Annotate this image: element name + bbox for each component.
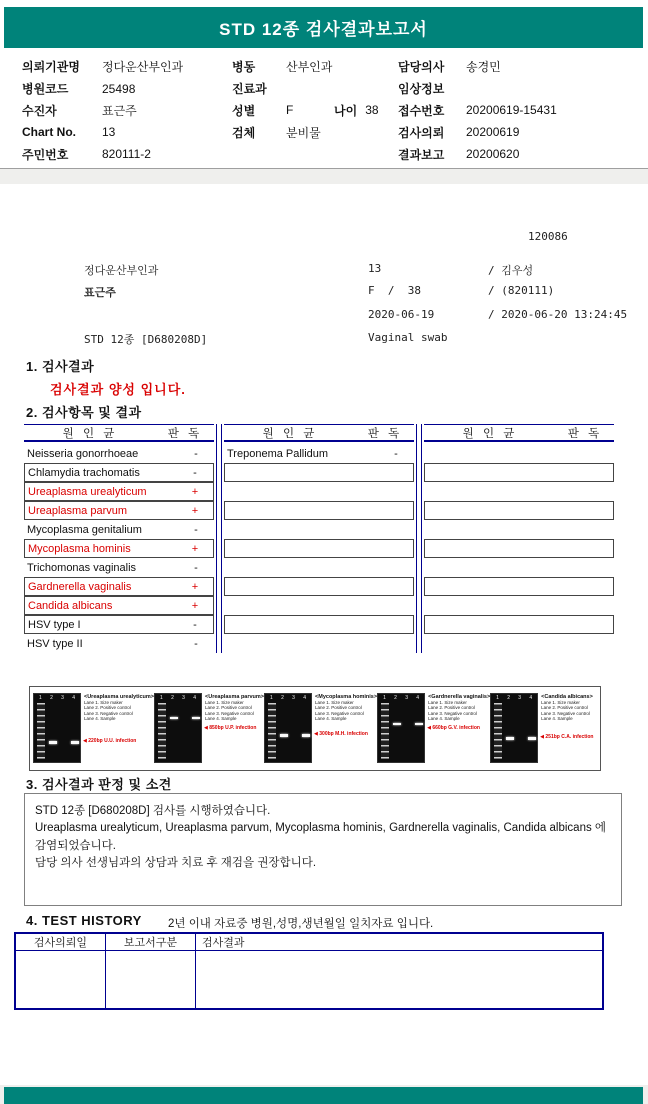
band-label-text: 660bp G.V. infection [432, 725, 480, 731]
pathogen-row [224, 444, 414, 463]
band-arrow-icon: ◀ [83, 738, 89, 744]
gel-band [280, 734, 288, 737]
patient-name: 표근주 [84, 286, 116, 299]
pathogen-row [24, 558, 214, 577]
result-column-header: 판 독 [567, 427, 603, 440]
info-value: 표근주 [102, 103, 137, 118]
gel-panel [33, 693, 154, 766]
pathogen-column-header: 원 인 균 [462, 427, 518, 440]
info-label: 담당의사 [398, 60, 445, 75]
gel-lane-label: Lane 4. Sample [84, 716, 116, 722]
request-date: 2020-06-19 [368, 308, 435, 321]
pathogen-name: Mycoplasma hominis [28, 542, 131, 555]
gel-lane-label: Lane 1. Size maker [428, 700, 467, 705]
pathogen-row [24, 615, 214, 634]
lane-number: 2 [394, 695, 397, 701]
gel-lane-label: Lane 2. Positive control [205, 705, 252, 711]
history-header-cell: 검사결과 [202, 937, 245, 949]
gel-lane-label: Lane 3. Negative control [428, 710, 477, 716]
comment-line: Ureaplasma urealyticum, Ureaplasma parvum, Mycoplasma hominis, Gardnerella vaginalis, Candida albicans 에 감염되었습니다. [35, 822, 607, 852]
gel-lane-label: Lane 1. Size maker [205, 700, 244, 705]
gel-panel [490, 693, 597, 766]
results-table [24, 424, 614, 653]
gel-lane-label: Lane 3. Negative control [541, 710, 590, 716]
history-body-cell [16, 951, 106, 1008]
info-row [398, 100, 638, 122]
gel-lane-numbers [267, 695, 309, 701]
info-row [232, 121, 398, 143]
pathogen-row [224, 596, 414, 615]
gel-title: <Mycoplasma hominis> [315, 694, 378, 700]
info-label: 병원코드 [22, 82, 69, 97]
gel-lane-label: Lane 2. Positive control [541, 705, 588, 711]
lane-number: 3 [518, 695, 522, 701]
sex-age: F / 38 [368, 284, 421, 297]
table-separator [416, 424, 422, 653]
pathogen-row [224, 501, 414, 520]
gel-lane-label: Lane 3. Negative control [205, 710, 254, 716]
gel-image [154, 693, 202, 763]
patient-info-panel [22, 56, 638, 165]
gel-band-label [314, 731, 368, 737]
gel-lane-numbers [157, 695, 199, 701]
gel-title: <Ureaplasma urealyticum> [84, 694, 155, 700]
gel-text [81, 693, 154, 766]
section1-title: 1. 검사결과 [26, 359, 95, 374]
gel-ladder-lane [37, 703, 45, 759]
history-header-cell: 보고서구분 [106, 934, 196, 950]
result-column-header: 판 독 [367, 427, 403, 440]
lane-number: 1 [160, 695, 163, 701]
lane-number: 3 [405, 695, 408, 701]
gel-band [192, 717, 200, 720]
history-note: 2년 이내 자료중 병원,성명,생년월일 일치자료 입니다. [168, 918, 434, 930]
pathogen-name: Trichomonas vaginalis [27, 561, 137, 574]
gel-band [506, 737, 514, 740]
info-label: 접수번호 [398, 103, 445, 118]
lane-number: 3 [182, 695, 185, 701]
info-value: 분비물 [286, 125, 321, 140]
info-value: 산부인과 [286, 60, 333, 75]
pathogen-row [24, 463, 214, 482]
gel-ladder-lane [381, 703, 389, 759]
info-value: 송경민 [466, 60, 501, 75]
info-value: 정다운산부인과 [102, 60, 184, 75]
info-label: 검사의뢰 [398, 125, 445, 140]
gel-lane-label: Lane 2. Positive control [315, 705, 362, 711]
info-row [398, 78, 638, 100]
history-body-row [16, 951, 602, 1008]
lane-number: 3 [292, 695, 295, 701]
info-value: 38 [365, 103, 379, 118]
pathogen-result: - [193, 466, 197, 479]
gel-lane-label: Lane 2. Positive control [428, 705, 475, 711]
pathogen-name: Gardnerella vaginalis [28, 580, 132, 593]
pathogen-name: Ureaplasma parvum [28, 504, 128, 517]
info-row [398, 143, 638, 165]
pathogen-result: - [194, 561, 198, 574]
info-value: 20200619 [466, 125, 520, 140]
gel-panel [264, 693, 377, 766]
band-label-text: 300bp M.H. infection [319, 731, 368, 738]
gel-lane-label: Lane 1. Size maker [315, 700, 354, 705]
pathogen-row [224, 520, 414, 539]
pathogen-result: - [193, 618, 197, 631]
pathogen-result: + [191, 542, 199, 555]
pathogen-result: + [191, 580, 199, 593]
section4-title: 4. TEST HISTORY [26, 913, 142, 928]
lane-number: 2 [507, 695, 510, 701]
info-row [22, 56, 232, 78]
section-divider [0, 168, 648, 169]
pathogen-row [424, 539, 614, 558]
gel-band-label [83, 738, 136, 744]
lane-number: 2 [171, 695, 174, 701]
results-group [24, 424, 214, 653]
gel-image [33, 693, 81, 763]
comment-box [24, 793, 622, 906]
history-body-cell [196, 951, 602, 1008]
comment-line: STD 12종 [D680208D] 검사를 시행하였습니다. [35, 805, 271, 817]
comment-line: 담당 의사 선생님과의 상담과 치료 후 재검을 권장합니다. [35, 856, 317, 869]
band-arrow-icon: ◀ [540, 734, 546, 741]
history-table [14, 932, 604, 1010]
info-label: 임상정보 [398, 82, 445, 97]
pathogen-row [224, 634, 414, 653]
results-header [24, 424, 214, 442]
pathogen-row [24, 520, 214, 539]
band-label-text: 220bp U.U. infection [88, 738, 137, 744]
results-group [224, 424, 414, 653]
band-label-text: 251bp C.A. infection [545, 734, 594, 741]
gel-lane-label: Lane 4. Sample [205, 716, 237, 722]
gel-band [393, 723, 401, 726]
gel-band [71, 741, 79, 744]
gel-lane-label: Lane 1. Size maker [541, 700, 580, 705]
history-body-cell [106, 951, 196, 1008]
history-header-row [16, 934, 602, 951]
gel-band [302, 734, 310, 737]
document-number: 120086 [528, 230, 568, 243]
band-arrow-icon: ◀ [204, 725, 210, 731]
gel-band [528, 737, 536, 740]
gel-lane-label: Lane 1. Size maker [84, 700, 123, 705]
lane-number: 1 [383, 695, 386, 701]
history-header-cell: 검사의뢰일 [16, 934, 106, 950]
lane-number: 1 [270, 695, 273, 701]
gel-lane-numbers [380, 695, 422, 701]
info-label: 결과보고 [398, 147, 445, 162]
lane-number: 2 [50, 695, 53, 701]
overall-result: 검사결과 양성 입니다. [50, 382, 186, 397]
pathogen-column-header: 원 인 균 [62, 427, 118, 440]
pathogen-name: HSV type I [28, 618, 81, 631]
info-label: 나이 [334, 103, 358, 118]
pathogen-result: + [191, 599, 199, 612]
lane-number: 4 [416, 695, 420, 701]
pathogen-row [424, 463, 614, 482]
info-label: 수진자 [22, 103, 57, 118]
pathogen-row [24, 634, 214, 653]
gel-image [264, 693, 312, 763]
pathogen-row [224, 463, 414, 482]
pathogen-row [424, 596, 614, 615]
info-value: 820111-2 [102, 147, 151, 162]
gel-lane-label: Lane 4. Sample [541, 716, 573, 722]
gel-band [49, 741, 57, 744]
pathogen-name: HSV type II [27, 637, 83, 650]
pathogen-row [24, 596, 214, 615]
gel-lane-label: Lane 3. Negative control [315, 710, 364, 716]
section2-title: 2. 검사항목 및 결과 [26, 405, 142, 420]
gel-band-label [427, 725, 480, 731]
info-row [22, 121, 232, 143]
pathogen-result: - [394, 447, 398, 460]
info-label: Chart No. [22, 125, 76, 140]
pathogen-row [24, 539, 214, 558]
lane-number: 2 [281, 695, 284, 701]
info-value: 25498 [102, 81, 136, 96]
lane-number: 4 [193, 695, 196, 701]
gel-title: <Candida albicans> [541, 694, 593, 700]
info-label: 검체 [232, 125, 256, 140]
info-row [398, 121, 638, 143]
info-value: F [286, 103, 294, 118]
gel-lane-label: Lane 4. Sample [315, 716, 347, 722]
results-header [424, 424, 614, 442]
band-arrow-icon: ◀ [314, 731, 320, 738]
pathogen-row [424, 577, 614, 596]
pathogen-row [24, 444, 214, 463]
info-row [232, 100, 398, 122]
table-separator [216, 424, 222, 653]
gel-band-label [204, 725, 256, 731]
pathogen-row [424, 482, 614, 501]
pathogen-result: - [194, 447, 198, 460]
pathogen-name: Neisseria gonorrhoeae [27, 447, 139, 460]
pathogen-result: - [194, 637, 198, 650]
test-name: STD 12종 [D680208D] [84, 333, 208, 346]
gel-strip [29, 686, 601, 771]
gel-lane-numbers [493, 695, 535, 701]
specimen-type: Vaginal swab [368, 331, 448, 344]
result-column-header: 판 독 [167, 427, 203, 440]
info-column-2 [232, 56, 398, 165]
info-column-1 [22, 56, 232, 165]
gel-image [490, 693, 538, 763]
pathogen-result: + [191, 504, 199, 517]
info-row [22, 143, 232, 165]
results-header [224, 424, 414, 442]
info-value: 20200620 [466, 147, 520, 162]
lane-number: 4 [529, 695, 533, 701]
lane-number: 1 [39, 695, 42, 701]
pathogen-row [424, 615, 614, 634]
pathogen-row [424, 634, 614, 653]
section3-title: 3. 검사결과 판정 및 소견 [26, 777, 172, 792]
pathogen-row [24, 577, 214, 596]
gel-ladder-lane [158, 703, 166, 759]
results-group [424, 424, 614, 653]
pathogen-name: Mycoplasma genitalium [27, 523, 142, 536]
gel-ladder-lane [494, 703, 502, 759]
info-value: 20200619-15431 [466, 103, 557, 118]
pathogen-result: + [191, 485, 199, 498]
gel-lane-numbers [36, 695, 78, 701]
attending-doctor: / 김우성 [488, 264, 534, 277]
gel-title: <Gardnerella vaginalis> [428, 694, 491, 700]
lane-number: 3 [61, 695, 64, 701]
report-title: STD 12종 검사결과보고서 [219, 20, 428, 39]
pathogen-row [24, 482, 214, 501]
gel-lane-label: Lane 3. Negative control [84, 710, 133, 716]
pathogen-row [224, 615, 414, 634]
info-column-3 [398, 56, 638, 165]
gel-band-label [540, 734, 593, 740]
pathogen-row [224, 539, 414, 558]
bottom-bar [4, 1087, 643, 1104]
resident-number: / (820111) [488, 284, 555, 297]
info-label: 의뢰기관명 [22, 60, 80, 75]
band-label-text: 850bp U.P. infection [209, 725, 257, 731]
pathogen-name: Candida albicans [28, 599, 113, 612]
info-value: 13 [102, 125, 116, 140]
info-row [398, 56, 638, 78]
pathogen-name: Ureaplasma urealyticum [28, 485, 147, 498]
info-row [232, 78, 398, 100]
info-label: 주민번호 [22, 147, 69, 162]
gel-lane-label: Lane 2. Positive control [84, 705, 131, 711]
pathogen-row [24, 501, 214, 520]
gel-text [538, 693, 597, 766]
chart-number: 13 [368, 262, 382, 275]
gel-panel [154, 693, 264, 766]
gel-image [377, 693, 425, 763]
info-label: 진료과 [232, 82, 267, 97]
pathogen-row [424, 520, 614, 539]
gel-band [415, 723, 423, 726]
pathogen-column-header: 원 인 균 [262, 427, 318, 440]
gel-text [312, 693, 377, 766]
lane-number: 1 [496, 695, 499, 701]
gel-band [170, 717, 178, 720]
lane-number: 4 [303, 695, 306, 701]
info-label: 성별 [232, 103, 256, 118]
report-datetime: / 2020-06-20 13:24:45 [488, 308, 628, 321]
pathogen-row [224, 577, 414, 596]
pathogen-row [424, 444, 614, 463]
gel-title: <Ureaplasma parvum> [205, 694, 265, 700]
report-page [0, 184, 648, 1085]
pathogen-result: - [194, 523, 198, 536]
info-label: 병동 [232, 60, 256, 75]
gel-panel [377, 693, 490, 766]
gel-lane-label: Lane 4. Sample [428, 716, 460, 722]
pathogen-row [424, 558, 614, 577]
pathogen-row [424, 501, 614, 520]
info-row [22, 100, 232, 122]
hospital-name: 정다운산부인과 [84, 264, 159, 277]
report-title-bar [4, 7, 643, 48]
pathogen-name: Chlamydia trachomatis [28, 466, 140, 479]
info-row [22, 78, 232, 100]
pathogen-row [224, 558, 414, 577]
gel-ladder-lane [268, 703, 276, 759]
pathogen-row [224, 482, 414, 501]
pathogen-name: Treponema Pallidum [227, 447, 329, 460]
band-arrow-icon: ◀ [427, 725, 433, 731]
info-row [232, 56, 398, 78]
lane-number: 4 [72, 695, 75, 701]
